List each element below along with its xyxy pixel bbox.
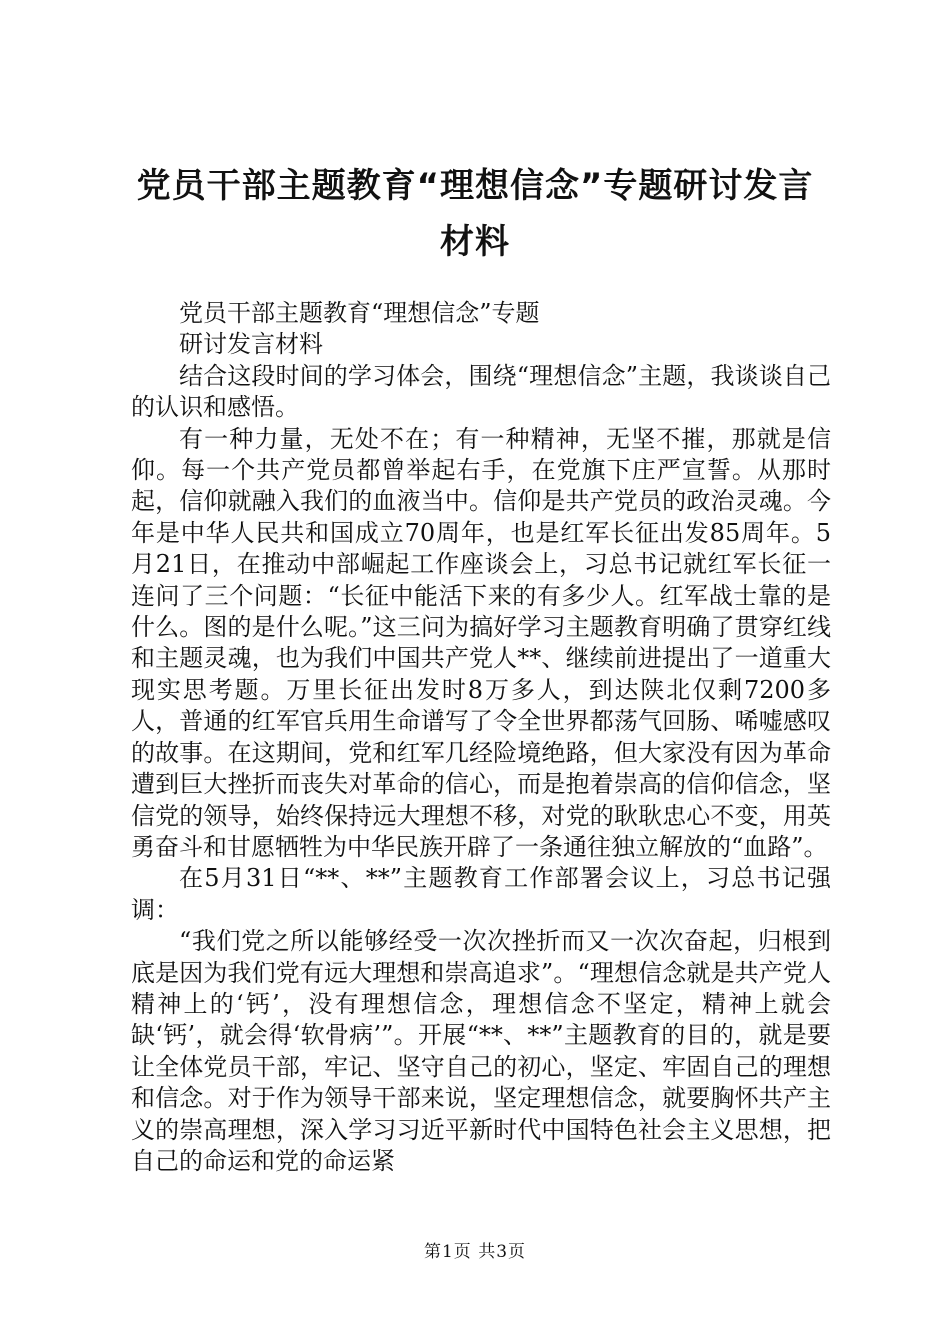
- paragraph-faith: 有一种力量，无处不在；有一种精神，无坚不摧，那就是信仰。每一个共产党员都曾举起右手，在党旗下庄严宣誓。从那时起，信仰就融入我们的血液当中。信仰是共产党员的政治灵魂。今年是中华人民共和国成立70周年，也是红军长征出发85周年。5月21日，在推动中部崛起工作座谈会上，习总书记就红军长征一连问了三个问题：“长征中能活下来的有多少人。红军战士靠的是什么。图的是什么呢。”这三问为搞好学习主题教育明确了贯穿红线和主题灵魂，也为我们中国共产党人**、继续前进提出了一道重大现实思考题。万里长征出发时8万多人，到达陕北仅剩7200多人，普通的红军官兵用生命谱写了令全世界都荡气回肠、唏嘘感叹的故事。在这期间，党和红军几经险境绝路，但大家没有因为革命遭到巨大挫折而丧失对革命的信心，而是抱着崇高的信仰信念，坚信党的领导，始终保持远大理想不移，对党的耿耿忠心不变，用英勇奋斗和甘愿牺牲为中华民族开辟了一条通往独立解放的“血路”。: [131, 424, 831, 861]
- paragraph-subtitle-2: 研讨发言材料: [179, 330, 323, 359]
- document-body: [131, 298, 831, 1177]
- document-title-line-1: 党员干部主题教育“理想信念”专题研讨发言: [136, 166, 814, 206]
- paragraph-meeting: 在5月31日“**、**”主题教育工作部署会议上，习总书记强调：: [131, 864, 831, 924]
- document-title-line-2: 材料: [440, 222, 510, 262]
- page-footer: 第1页 共3页: [423, 1242, 527, 1262]
- paragraph-quote: “我们党之所以能够经受一次次挫折而又一次次奋起，归根到底是因为我们党有远大理想和崇高追求”。“理想信念就是共产党人精神上的‘钙’，没有理想信念，理想信念不坚定，精神上就会缺‘钙’，就会得‘软骨病’”。开展“**、**”主题教育的目的，就是要让全体党员干部，牢记、坚守自己的初心，坚定、牢固自己的理想和信念。对于作为领导干部来说，坚定理想信念，就要胸怀共产主义的崇高理想，深入学习习近平新时代中国特色社会主义思想，把自己的命运和党的命运紧: [131, 927, 831, 1175]
- paragraph-subtitle-1: 党员干部主题教育“理想信念”专题: [179, 299, 540, 327]
- paragraph-intro: 结合这段时间的学习体会，围绕“理想信念”主题，我谈谈自己的认识和感悟。: [131, 361, 831, 422]
